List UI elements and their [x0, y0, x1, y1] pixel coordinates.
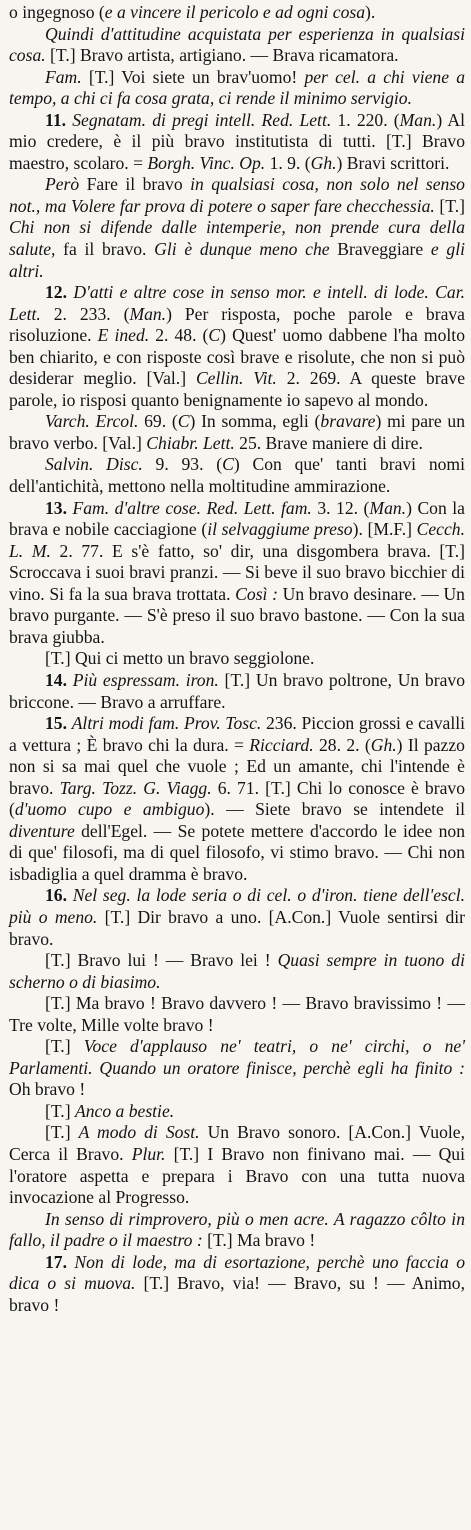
text-run: [T.] — [45, 1100, 75, 1121]
italic-text: Non di lode, ma di esortazione, perchè uno faccia o dica o si muova. — [9, 1251, 465, 1294]
italic-text: Man. — [369, 497, 407, 518]
text-run: Un Bravo sonoro. [A.Con.] Vuole, Cerca il Bravo. — [9, 1122, 465, 1164]
entry-paragraph — [9, 174, 465, 282]
italic-text: C — [208, 325, 221, 346]
text-run: 25. Brave maniere di dire. — [234, 432, 423, 453]
text-run: [T.] Bravo artista, artigiano. — Brava ricamatora. — [45, 45, 399, 66]
entry-paragraph — [9, 1036, 465, 1101]
italic-text: Cecch. L. M. — [9, 519, 465, 561]
italic-text: Gli è dunque meno che — [154, 239, 330, 260]
italic-text: Altri modi fam. Prov. Tosc. — [71, 713, 262, 734]
italic-text: d'uomo cupo e ambiguo — [14, 799, 205, 820]
entry-paragraph — [9, 950, 465, 993]
text-run: ) Al mio credere, è il più bravo institutista di tutti. [T.] Bravo maestro, scolaro. = — [9, 109, 465, 173]
italic-text: Chiabr. Lett. — [146, 432, 235, 453]
italic-text: Quasi sempre in tuono di scherno o di biasimo. — [9, 950, 465, 992]
text-run: [T.] — [434, 195, 465, 216]
text-run: ) Con que' tanti bravi nomi dell'antichità, mettono nella moltitudine ammirazione. — [9, 454, 465, 497]
italic-text: Ricciard. — [249, 734, 314, 755]
text-run: 28. 2. ( — [313, 734, 371, 755]
text-run: Fare il bravo — [79, 174, 191, 195]
entry-paragraph — [9, 1101, 465, 1123]
italic-text: Varch. Ercol. — [45, 411, 139, 432]
sense-number: 14. — [45, 669, 67, 690]
italic-text: Salvin. Disc. — [45, 454, 143, 475]
entry-paragraph — [9, 713, 465, 885]
text-run: [T.] Qui ci metto un bravo seggiolone. — [45, 648, 315, 669]
text-run: [T.] — [45, 1036, 84, 1057]
italic-text: Fam. d'altre cose. Red. Lett. fam. — [72, 497, 312, 518]
italic-text: bravare — [320, 411, 376, 432]
italic-text: Gh. — [370, 734, 397, 755]
italic-text: Voce d'applauso ne' teatri, o ne' circhi, o ne' Parlamenti. Quando un oratore finisce, perchè egli ha finito : — [9, 1036, 465, 1078]
text-run: 2. 77. E s'è fatto, so' dir, una disgombera brava. [T.] Scroccava i suoi bravi pranzi. — Si beve il suo bravo bicchier di vino. Si fa la sua brava trottata. — [9, 540, 465, 604]
sense-number: 11. — [45, 109, 67, 130]
text-run: 69. ( — [138, 411, 178, 432]
text-run: [T.] — [45, 1122, 79, 1143]
text-run: ) mi pare un bravo verbo. [Val.] — [9, 411, 466, 453]
italic-text: diventure — [9, 820, 75, 841]
text-run: ) Con la brava e nobile cacciagione ( — [9, 497, 465, 540]
entry-paragraph — [9, 110, 465, 175]
italic-text: Man. — [399, 109, 437, 130]
entry-paragraph — [9, 993, 465, 1036]
text-run: 2. 233. ( — [40, 303, 130, 324]
text-run: 3. 12. ( — [311, 497, 370, 518]
text-run: ) In somma, egli ( — [189, 411, 321, 432]
sense-number: 13. — [45, 497, 67, 518]
italic-text: Così : — [235, 583, 278, 604]
text-run: 9. 93. ( — [142, 454, 223, 475]
italic-text: in qualsiasi cosa, non solo nel senso not., ma Volere far prova di potere o saper fare checchessia. — [9, 174, 465, 216]
italic-text: C — [222, 454, 234, 475]
text-run: [T.] Ma bravo ! Bravo davvero ! — Bravo bravissimo ! — Tre volte, Mille volte bravo ! — [9, 993, 465, 1035]
italic-text: Anco a bestie. — [74, 1100, 175, 1121]
entry-paragraph — [9, 1122, 465, 1208]
text-run: o ingegnoso ( — [9, 2, 105, 22]
entry-paragraph — [9, 282, 465, 411]
text-run: 1. 220. ( — [331, 109, 400, 130]
text-run: ) Quest' uomo dabbene l'ha molto ben chiarito, e con risposte così brave e risolute, che non si può desiderar meglio. [Val.] — [9, 325, 465, 389]
text-run: 236. Piccion grossi e cavalli a vettura ; È bravo chi la dura. = — [9, 713, 465, 755]
italic-text: per cel. a chi viene a tempo, a chi ci fa cosa grata, ci rende il minimo servigio. — [9, 66, 465, 109]
entry-paragraph — [9, 1209, 465, 1252]
text-run: fa il bravo. — [55, 239, 155, 260]
text-run: [T.] Voi siete un brav'uomo! — [81, 66, 305, 87]
text-run: [T.] Bravo lui ! — Bravo lei ! — [45, 950, 278, 971]
italic-text: Plur. — [131, 1143, 166, 1164]
text-run: [T.] Dir bravo a uno. [A.Con.] Vuole sentirsi dir bravo. — [9, 906, 465, 949]
text-run: [T.] Un bravo poltrone, Un bravo briccone. — Bravo a arruffare. — [9, 669, 465, 712]
text-run: [T.] Ma bravo ! — [202, 1230, 316, 1251]
italic-text: D'atti e altre cose in senso mor. e intell. di lode. Car. Lett. — [9, 282, 465, 324]
italic-text: E ined. — [97, 325, 150, 346]
text-run: ). [M.F.] — [352, 519, 417, 540]
italic-text: Fam. — [45, 66, 82, 87]
italic-text: C — [177, 411, 190, 432]
entry-paragraph — [9, 648, 465, 670]
text-run: 2. 269. A queste brave parole, io risposi quanto benignamente io sapevo al mondo. — [9, 368, 465, 410]
text-run: Oh bravo ! — [9, 1079, 86, 1100]
entry-paragraph — [9, 670, 465, 713]
text-run: ) Per risposta, poche parole e brava risoluzione. — [9, 303, 465, 346]
text-run: Braveggiare — [329, 239, 431, 260]
text-run: 1. 9. ( — [265, 152, 311, 173]
text-run: 2. 48. ( — [149, 325, 209, 346]
text-run: ) Il pazzo non si sa mai quel che vuole ; Ed un amante, chi l'intende è bravo. — [9, 734, 465, 798]
sense-number: 15. — [45, 713, 67, 734]
italic-text: e gli altri. — [9, 239, 466, 281]
italic-text: Cellin. Vit. — [195, 368, 277, 389]
sense-number: 17. — [45, 1251, 67, 1272]
italic-text: il selvaggiume preso — [207, 519, 353, 540]
italic-text: Però — [45, 174, 80, 195]
italic-text: In senso di rimprovero, più o men acre. A ragazzo côlto in fallo, il padre o il maestro : — [9, 1208, 465, 1251]
sense-number: 16. — [45, 885, 67, 906]
text-run: dell'Egel. — Se potete mettere d'accordo le idee non di que' filosofi, ma di quel filosofo, vi stimo bravo. — Chi non isbadiglia a quel dramma è bravo. — [9, 820, 465, 884]
text-run: [T.] Bravo, via! — Bravo, su ! — Animo, bravo ! — [9, 1273, 465, 1315]
italic-text: Man. — [129, 303, 167, 324]
text-run: ). — Siete bravo se intendete il — [204, 799, 465, 820]
italic-text: Gh. — [310, 152, 337, 173]
entry-paragraph — [9, 67, 465, 110]
text-run: [T.] I Bravo non finivano mai. — Qui l'oratore aspetta e prepara i Bravo con una tutta nuova invocazione al Progresso. — [9, 1143, 465, 1208]
entry-paragraph — [9, 24, 465, 67]
italic-text: Targ. Tozz. G. Viagg. — [59, 777, 212, 798]
entry-paragraph — [9, 498, 465, 649]
italic-text: Quindi d'attitudine acquistata per esperienza in qualsiasi cosa. — [9, 23, 465, 66]
text-run: ) Bravi scrittori. — [336, 152, 450, 173]
text-run: 6. 71. [T.] Chi lo conosce è bravo ( — [9, 777, 465, 820]
entry-paragraph — [9, 2, 465, 24]
entry-paragraph — [9, 885, 465, 950]
entry-paragraph — [9, 1252, 465, 1317]
text-run: ). — [365, 2, 376, 22]
italic-text: Borgh. Vinc. Op. — [147, 152, 266, 173]
italic-text: Chi non si difende dalle intemperie, non prende cura della salute, — [9, 217, 465, 260]
italic-text: A modo di Sost. — [78, 1122, 200, 1143]
italic-text: e a vincere il pericolo e ad ogni cosa — [104, 2, 366, 22]
entry-paragraph — [9, 411, 465, 454]
entry-paragraph — [9, 454, 465, 497]
italic-text: Più espressam. iron. — [72, 669, 219, 690]
sense-number: 12. — [45, 282, 67, 303]
italic-text: Segnatam. di pregi intell. Red. Lett. — [72, 109, 332, 130]
text-run: Un bravo desinare. — Un bravo purgante. — S'è preso il suo bravo bastone. — Con la sua brava giubba. — [9, 583, 465, 647]
italic-text: Nel seg. la lode seria o di cel. o d'iron. tiene dell'escl. più o meno. — [9, 885, 466, 927]
